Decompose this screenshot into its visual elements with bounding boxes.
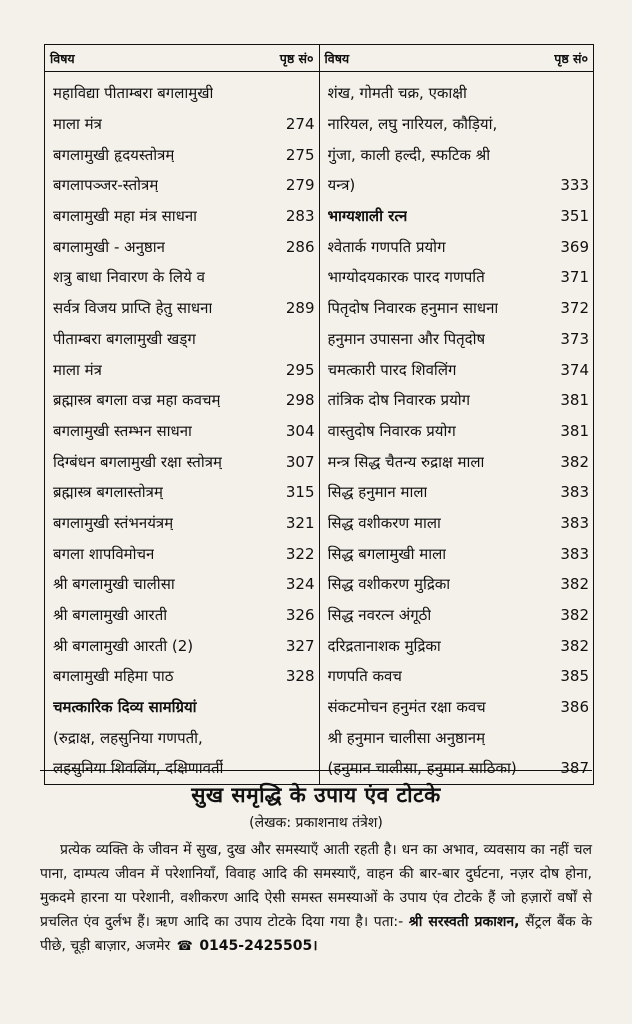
contents-row bbox=[45, 416, 319, 447]
row-subject: सर्वत्र विजय प्राप्ति हेतु साधना bbox=[53, 299, 213, 318]
description-text: प्रत्येक व्यक्ति के जीवन में सुख, दुख और समस्याएँ आती रहती है। धन का अभाव, व्यवसाय का नहीं चल पाना, दाम्पत्य जीवन में परेशानियाँ, विवाह आदि की समस्याएँ, वाहन की बार-बार दुर्घटना, नज़र दोष होना, मुकदमे हारना या परेशानी, वशीकरण आदि ऐसी समस्त समस्याओं के उपाय एंव टोटके हैं जो हज़ारों वर्षों से प्रचलित एंव दुर्लभ हैं। ऋण आदि का उपाय टोटके दिया गया है। पता:- bbox=[40, 842, 592, 930]
row-subject: बगलामुखी महा मंत्र साधना bbox=[53, 207, 198, 226]
book-description bbox=[40, 838, 592, 959]
contents-row bbox=[320, 293, 594, 324]
row-subject: सिद्ध नवरत्न अंगूठी bbox=[327, 606, 432, 625]
contents-row bbox=[320, 630, 594, 661]
row-subject: शंख, गोमती चक्र, एकाक्षी bbox=[327, 84, 467, 103]
row-subject: भाग्योदयकारक पारद गणपति bbox=[327, 268, 485, 287]
row-subject: सिद्ध वशीकरण माला bbox=[327, 513, 441, 532]
contents-row bbox=[320, 109, 594, 140]
row-subject: बगलापञ्जर-स्तोत्रम् bbox=[53, 176, 159, 195]
contents-row bbox=[45, 661, 319, 692]
contents-row bbox=[45, 293, 319, 324]
contents-row bbox=[45, 201, 319, 232]
contents-row bbox=[320, 722, 594, 753]
row-page: 328 bbox=[285, 667, 315, 686]
contents-row bbox=[45, 508, 319, 539]
book-ad bbox=[40, 770, 592, 959]
row-page: 304 bbox=[285, 421, 315, 440]
contents-row bbox=[45, 692, 319, 723]
contents-row bbox=[320, 446, 594, 477]
row-subject: माला मंत्र bbox=[53, 360, 102, 379]
row-page: 369 bbox=[560, 237, 589, 256]
row-subject: भाग्यशाली रत्न bbox=[327, 207, 408, 226]
contents-row bbox=[45, 170, 319, 201]
row-subject: बगलामुखी स्तंभनयंत्रम् bbox=[53, 513, 174, 532]
row-page: 307 bbox=[285, 452, 315, 471]
contents-row bbox=[320, 201, 594, 232]
phone-number: 0145-2425505। bbox=[199, 938, 318, 954]
row-subject: श्री बगलामुखी आरती (2) bbox=[53, 636, 194, 655]
contents-row bbox=[45, 231, 319, 262]
row-subject: महाविद्या पीताम्बरा बगलामुखी bbox=[53, 84, 214, 103]
contents-row bbox=[320, 354, 594, 385]
row-subject: श्री बगलामुखी आरती bbox=[53, 606, 168, 625]
header-page: पृष्ठ सं० bbox=[279, 50, 314, 66]
contents-row bbox=[320, 508, 594, 539]
row-subject: दिग्बंधन बगलामुखी रक्षा स्तोत्रम् bbox=[53, 452, 222, 471]
row-subject: सिद्ध बगलामुखी माला bbox=[327, 544, 447, 563]
row-page: 381 bbox=[560, 391, 589, 410]
row-subject: पीताम्बरा बगलामुखी खड्ग bbox=[53, 329, 196, 348]
row-subject: (रुद्राक्ष, लहसुनिया गणपती, bbox=[53, 728, 203, 747]
row-subject: श्वेतार्क गणपति प्रयोग bbox=[327, 237, 446, 256]
row-subject: श्री हनुमान चालीसा अनुष्ठानम् bbox=[327, 728, 486, 747]
contents-row bbox=[45, 538, 319, 569]
contents-row bbox=[320, 692, 594, 723]
contents-row bbox=[320, 324, 594, 355]
row-page: 383 bbox=[560, 544, 589, 563]
contents-row bbox=[45, 569, 319, 600]
row-page: 372 bbox=[560, 299, 589, 318]
contents-column-right bbox=[320, 45, 594, 784]
contents-row bbox=[45, 477, 319, 508]
row-page: 381 bbox=[560, 421, 589, 440]
row-page: 321 bbox=[285, 513, 315, 532]
book-title: सुख समृद्धि के उपाय एंव टोटके bbox=[191, 783, 441, 807]
row-subject: दरिद्रतानाशक मुद्रिका bbox=[327, 636, 441, 655]
contents-row bbox=[320, 661, 594, 692]
contents-row bbox=[45, 385, 319, 416]
row-page: 351 bbox=[560, 207, 589, 226]
contents-row bbox=[45, 722, 319, 753]
row-subject: (हनुमान चालीसा, हनुमान साठिका) bbox=[327, 759, 517, 778]
row-page: 286 bbox=[285, 237, 315, 256]
row-subject: शत्रु बाधा निवारण के लिये व bbox=[53, 268, 205, 287]
row-subject: तांत्रिक दोष निवारक प्रयोग bbox=[327, 391, 471, 410]
row-page: 387 bbox=[560, 759, 589, 778]
contents-row bbox=[320, 538, 594, 569]
book-author: (लेखक: प्रकाशनाथ तंत्रेश) bbox=[249, 815, 383, 831]
row-page: 279 bbox=[285, 176, 315, 195]
row-subject: हनुमान उपासना और पितृदोष bbox=[327, 329, 486, 348]
column-header-left bbox=[45, 45, 319, 72]
contents-row bbox=[320, 600, 594, 631]
row-page: 327 bbox=[285, 636, 315, 655]
row-page: 386 bbox=[560, 698, 589, 717]
row-page: 333 bbox=[560, 176, 589, 195]
row-subject: सिद्ध हनुमान माला bbox=[327, 483, 428, 502]
row-subject: चमत्कारी पारद शिवलिंग bbox=[327, 360, 457, 379]
row-subject: चमत्कारिक दिव्य सामग्रियां bbox=[53, 698, 197, 717]
divider bbox=[40, 770, 592, 771]
row-page: 383 bbox=[560, 483, 589, 502]
row-subject: गुंजा, काली हल्दी, स्फटिक श्री bbox=[327, 145, 491, 164]
contents-row bbox=[45, 446, 319, 477]
row-subject: गणपति कवच bbox=[327, 667, 402, 686]
contents-row bbox=[45, 262, 319, 293]
contents-row bbox=[45, 139, 319, 170]
column-header-right bbox=[320, 45, 594, 72]
header-subject: विषय bbox=[324, 50, 350, 66]
row-subject: ब्रह्मास्त्र बगला वज्र महा कवचम् bbox=[53, 391, 221, 410]
row-subject: यन्त्र) bbox=[327, 176, 356, 195]
row-page: 322 bbox=[285, 544, 315, 563]
publisher-name: श्री सरस्वती प्रकाशन, bbox=[408, 914, 520, 930]
contents-row bbox=[320, 78, 594, 109]
contents-row bbox=[45, 78, 319, 109]
contents-rows-right bbox=[320, 72, 594, 784]
contents-column-left bbox=[45, 45, 320, 784]
contents-row bbox=[320, 416, 594, 447]
contents-row bbox=[320, 139, 594, 170]
row-subject: नारियल, लघु नारियल, कौड़ियां, bbox=[327, 115, 498, 134]
row-subject: लहसुनिया शिवलिंग, दक्षिणावर्ती bbox=[53, 759, 224, 778]
phone-icon: ☎ bbox=[176, 939, 193, 954]
contents-row bbox=[320, 477, 594, 508]
contents-row bbox=[320, 569, 594, 600]
row-subject: श्री बगलामुखी चालीसा bbox=[53, 575, 175, 594]
row-page: 385 bbox=[560, 667, 589, 686]
row-page: 298 bbox=[285, 391, 315, 410]
row-page: 371 bbox=[560, 268, 589, 287]
row-subject: संकटमोचन हनुमंत रक्षा कवच bbox=[327, 698, 486, 717]
row-page: 382 bbox=[560, 606, 589, 625]
row-subject: बगलामुखी हृदयस्तोत्रम् bbox=[53, 145, 175, 164]
contents-row bbox=[45, 324, 319, 355]
row-page: 382 bbox=[560, 575, 589, 594]
contents-row bbox=[45, 109, 319, 140]
row-page: 275 bbox=[285, 145, 315, 164]
contents-rows-left bbox=[45, 72, 319, 784]
row-subject: ब्रह्मास्त्र बगलास्तोत्रम् bbox=[53, 483, 163, 502]
row-subject: मन्त्र सिद्ध चैतन्य रुद्राक्ष माला bbox=[327, 452, 485, 471]
row-subject: बगलामुखी स्तम्भन साधना bbox=[53, 421, 192, 440]
contents-row bbox=[320, 170, 594, 201]
contents-row bbox=[320, 262, 594, 293]
contents-row bbox=[45, 630, 319, 661]
row-subject: माला मंत्र bbox=[53, 115, 102, 134]
row-page: 295 bbox=[285, 360, 315, 379]
row-subject: सिद्ध वशीकरण मुद्रिका bbox=[327, 575, 451, 594]
row-page: 289 bbox=[285, 299, 315, 318]
row-page: 383 bbox=[560, 513, 589, 532]
contents-row bbox=[320, 385, 594, 416]
row-page: 373 bbox=[560, 329, 589, 348]
row-subject: बगलामुखी - अनुष्ठान bbox=[53, 237, 165, 256]
contents-row bbox=[320, 231, 594, 262]
row-page: 274 bbox=[285, 115, 315, 134]
row-subject: वास्तुदोष निवारक प्रयोग bbox=[327, 421, 456, 440]
row-page: 324 bbox=[285, 575, 315, 594]
contents-row bbox=[45, 354, 319, 385]
row-page: 326 bbox=[285, 606, 315, 625]
row-subject: पितृदोष निवारक हनुमान साधना bbox=[327, 299, 499, 318]
row-page: 315 bbox=[285, 483, 315, 502]
row-page: 382 bbox=[560, 452, 589, 471]
contents-table bbox=[44, 44, 594, 785]
header-subject: विषय bbox=[50, 50, 75, 66]
header-page: पृष्ठ सं० bbox=[554, 50, 588, 66]
row-page: 374 bbox=[560, 360, 589, 379]
publisher-address: सैंट्रल बैंक के पीछे, चूड़ी बाज़ार, अजमेर bbox=[40, 914, 593, 954]
row-page: 382 bbox=[560, 636, 589, 655]
contents-row bbox=[45, 600, 319, 631]
row-subject: बगला शापविमोचन bbox=[53, 544, 155, 563]
row-subject: बगलामुखी महिमा पाठ bbox=[53, 667, 174, 686]
row-page: 283 bbox=[285, 207, 315, 226]
